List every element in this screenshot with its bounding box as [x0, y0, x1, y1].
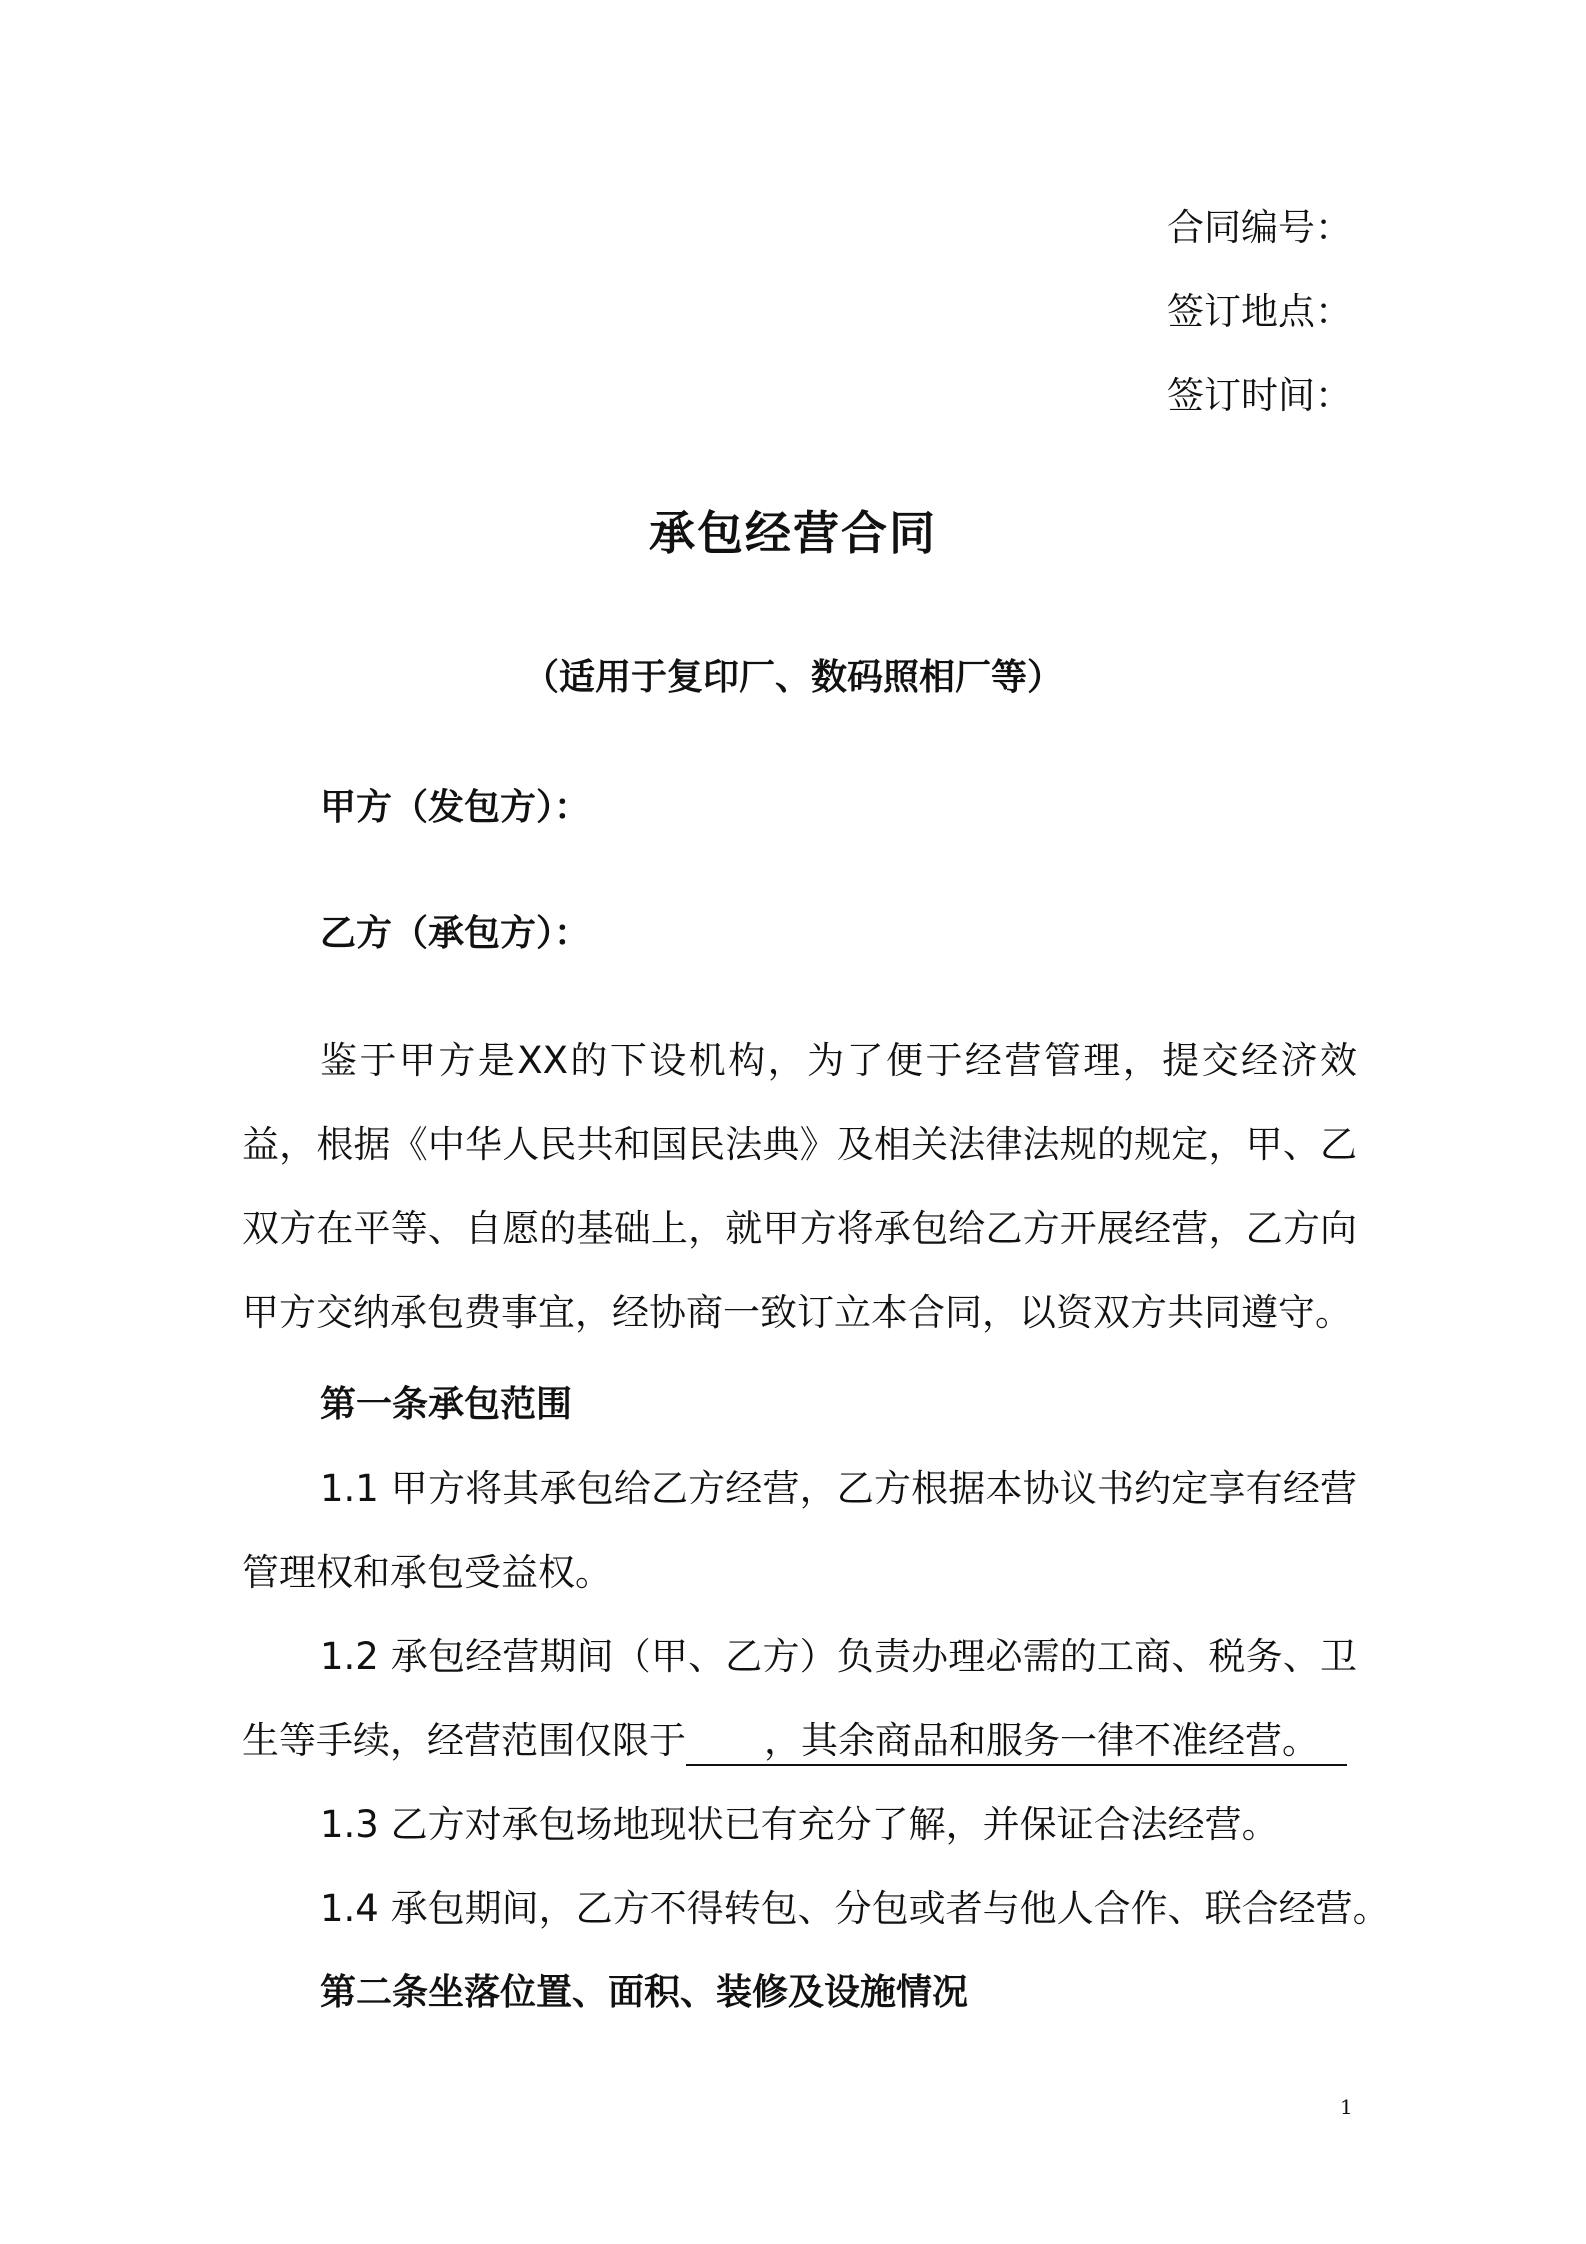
document-subtitle: （适用于复印厂、数码照相厂等）: [522, 657, 1063, 698]
signing-time-label: 签订时间：: [1167, 374, 1352, 417]
clause-1-2-underlined-text: ，其余商品和服务一律不准经营。: [686, 1718, 1347, 1766]
signing-place-label: 签订地点：: [1167, 290, 1352, 333]
party-b-label: 乙方（承包方）：: [320, 913, 591, 954]
article-2-heading: 第二条坐落位置、面积、装修及设施情况: [320, 1972, 969, 2013]
party-a-label: 甲方（发包方）：: [320, 787, 591, 828]
page-number: 1: [1340, 2095, 1353, 2119]
preamble-paragraph: 鉴于甲方是XX的下设机构，为了便于经营管理，提交经济效益，根据《中华人民共和国民法典》及相关法律法规的规定，甲、乙双方在平等、自愿的基础上，就甲方将承包给乙方开展经营，乙方向甲方交纳承包费事宜，经协商一致订立本合同，以资双方共同遵守。: [242, 1039, 1357, 1334]
clause-1-2-text: 1.2 承包经营期间（甲、乙方）负责办理必需的工商、税务、卫生等手续，经营范围仅限于: [242, 1635, 1357, 1762]
contract-number-label: 合同编号：: [1167, 206, 1352, 249]
clause-1-4: 1.4 承包期间，乙方不得转包、分包或者与他人合作、联合经营。: [320, 1887, 1390, 1930]
clause-1-3: 1.3 乙方对承包场地现状已有充分了解，并保证合法经营。: [320, 1803, 1279, 1846]
document-title: 承包经营合同: [649, 506, 937, 560]
clause-1-2: [242, 1615, 1357, 1783]
article-1-heading: 第一条承包范围: [320, 1384, 573, 1425]
clause-1-1: 1.1 甲方将其承包给乙方经营，乙方根据本协议书约定享有经营管理权和承包受益权。: [242, 1467, 1357, 1594]
